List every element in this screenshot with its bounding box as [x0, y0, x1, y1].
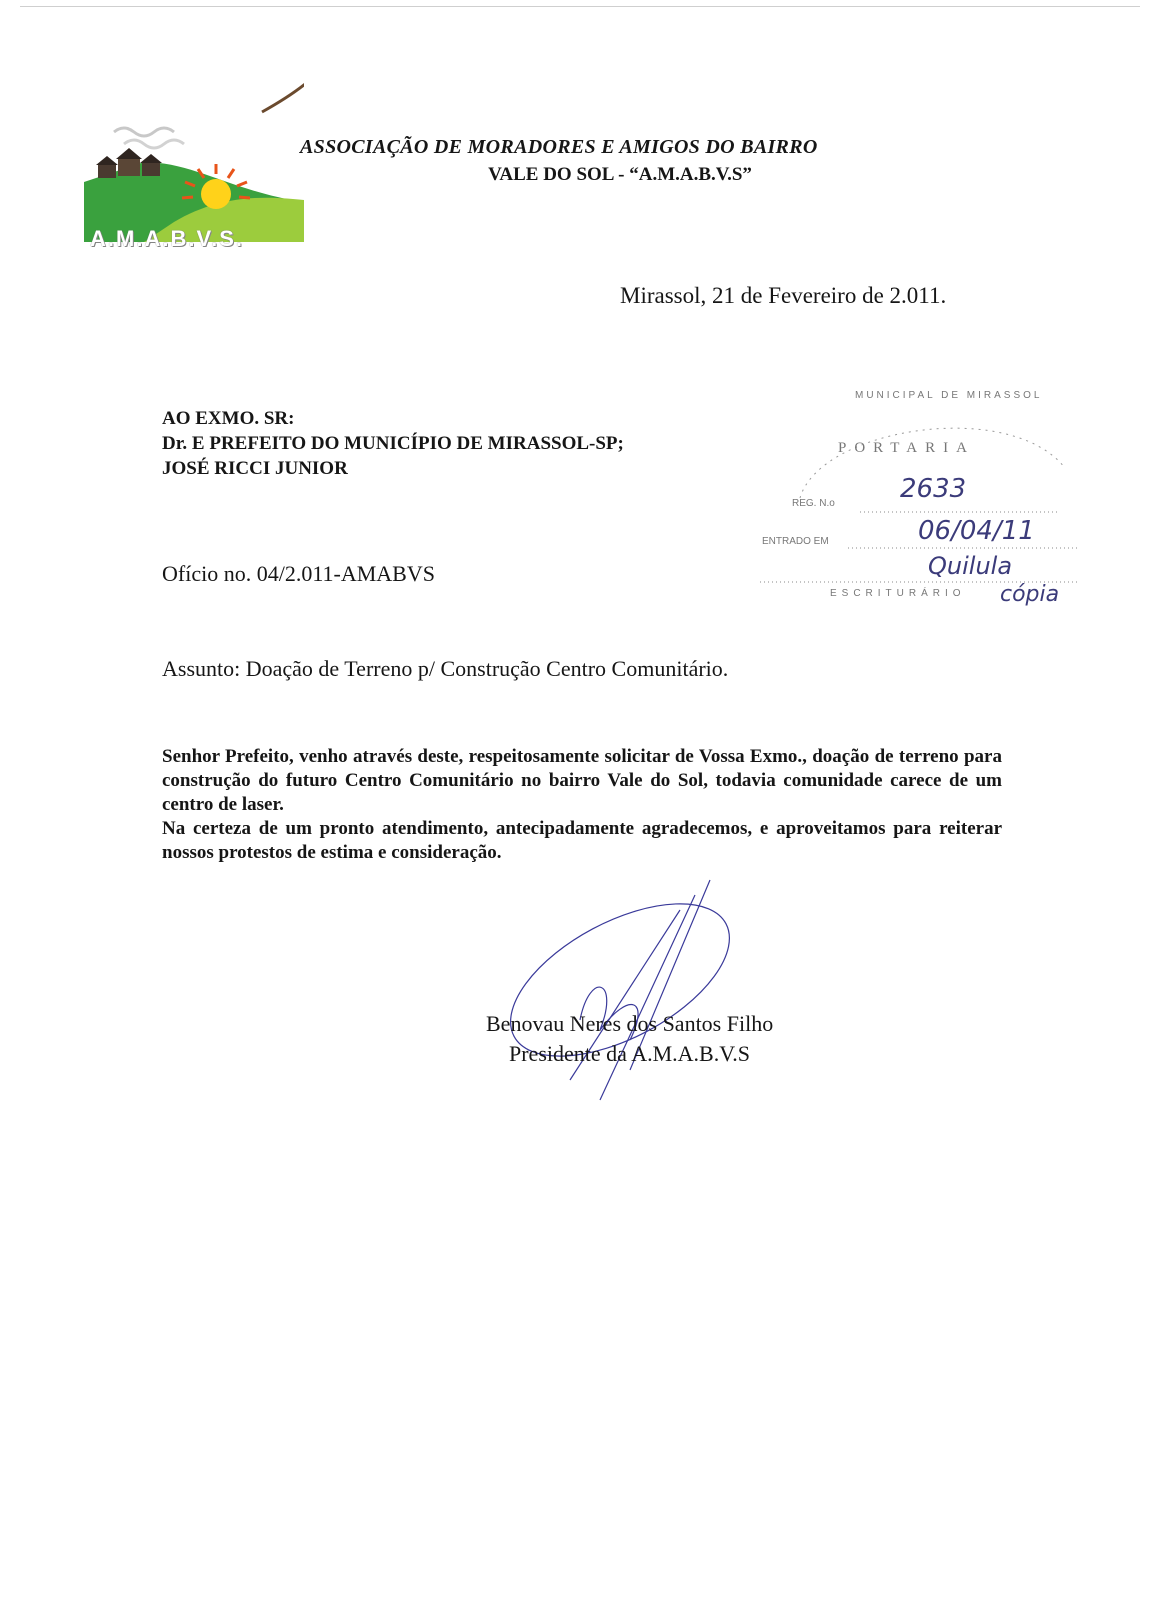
- stamp-date-label: ENTRADO EM: [762, 536, 829, 547]
- stamp-clerk-label: ESCRITURÁRIO: [830, 588, 966, 599]
- body-paragraph: Na certeza de um pronto atendimento, antecipadamente agradecemos, e aproveitamos para reiterar nossos protestos de estima e consideração.: [162, 818, 1002, 863]
- letter-date: Mirassol, 21 de Fevereiro de 2.011.: [620, 283, 947, 308]
- stamp-arc-text: MUNICIPAL DE MIRASSOL: [855, 390, 1043, 401]
- addressee-line: AO EXMO. SR:: [162, 408, 295, 429]
- reception-stamp: [760, 388, 1100, 638]
- subject-line: Assunto: Doação de Terreno p/ Construção Centro Comunitário.: [162, 656, 729, 681]
- addressee-block: [162, 406, 624, 481]
- copy-note: cópia: [1000, 582, 1060, 607]
- association-subtitle: VALE DO SOL - “A.M.A.B.V.S”: [488, 164, 752, 185]
- president-signature: [480, 870, 760, 1110]
- addressee-line: Dr. E PREFEITO DO MUNICÍPIO DE MIRASSOL-SP;: [162, 433, 624, 454]
- signer-title: Presidente da A.M.A.B.V.S: [509, 1041, 750, 1066]
- body-paragraph: Senhor Prefeito, venho através deste, respeitosamente solicitar de Vossa Exmo., doação de terreno para construção do futuro Centro Comunitário no bairro Vale do Sol, todavia comunidade carece de um centro de laser.: [162, 746, 1002, 815]
- addressee-line: JOSÉ RICCI JUNIOR: [162, 458, 348, 479]
- stamp-reg-label: REG. N.o: [792, 498, 835, 509]
- signer-name: Benovau Neres dos Santos Filho: [486, 1011, 774, 1036]
- stamp-reg-value: 2633: [900, 474, 967, 504]
- stamp-title: PORTARIA: [838, 440, 975, 456]
- clerk-signature: Quilula: [928, 552, 1013, 580]
- association-name: ASSOCIAÇÃO DE MORADORES E AMIGOS DO BAIRRO: [300, 136, 818, 158]
- page-top-rule: [20, 6, 1140, 7]
- oficio-number: Ofício no. 04/2.011-AMABVS: [162, 561, 435, 586]
- stamp-date-value: 06/04/11: [918, 516, 1035, 546]
- logo-wordmark: A.M.A.B.V.S.: [90, 226, 244, 251]
- letter-body: [162, 745, 1002, 865]
